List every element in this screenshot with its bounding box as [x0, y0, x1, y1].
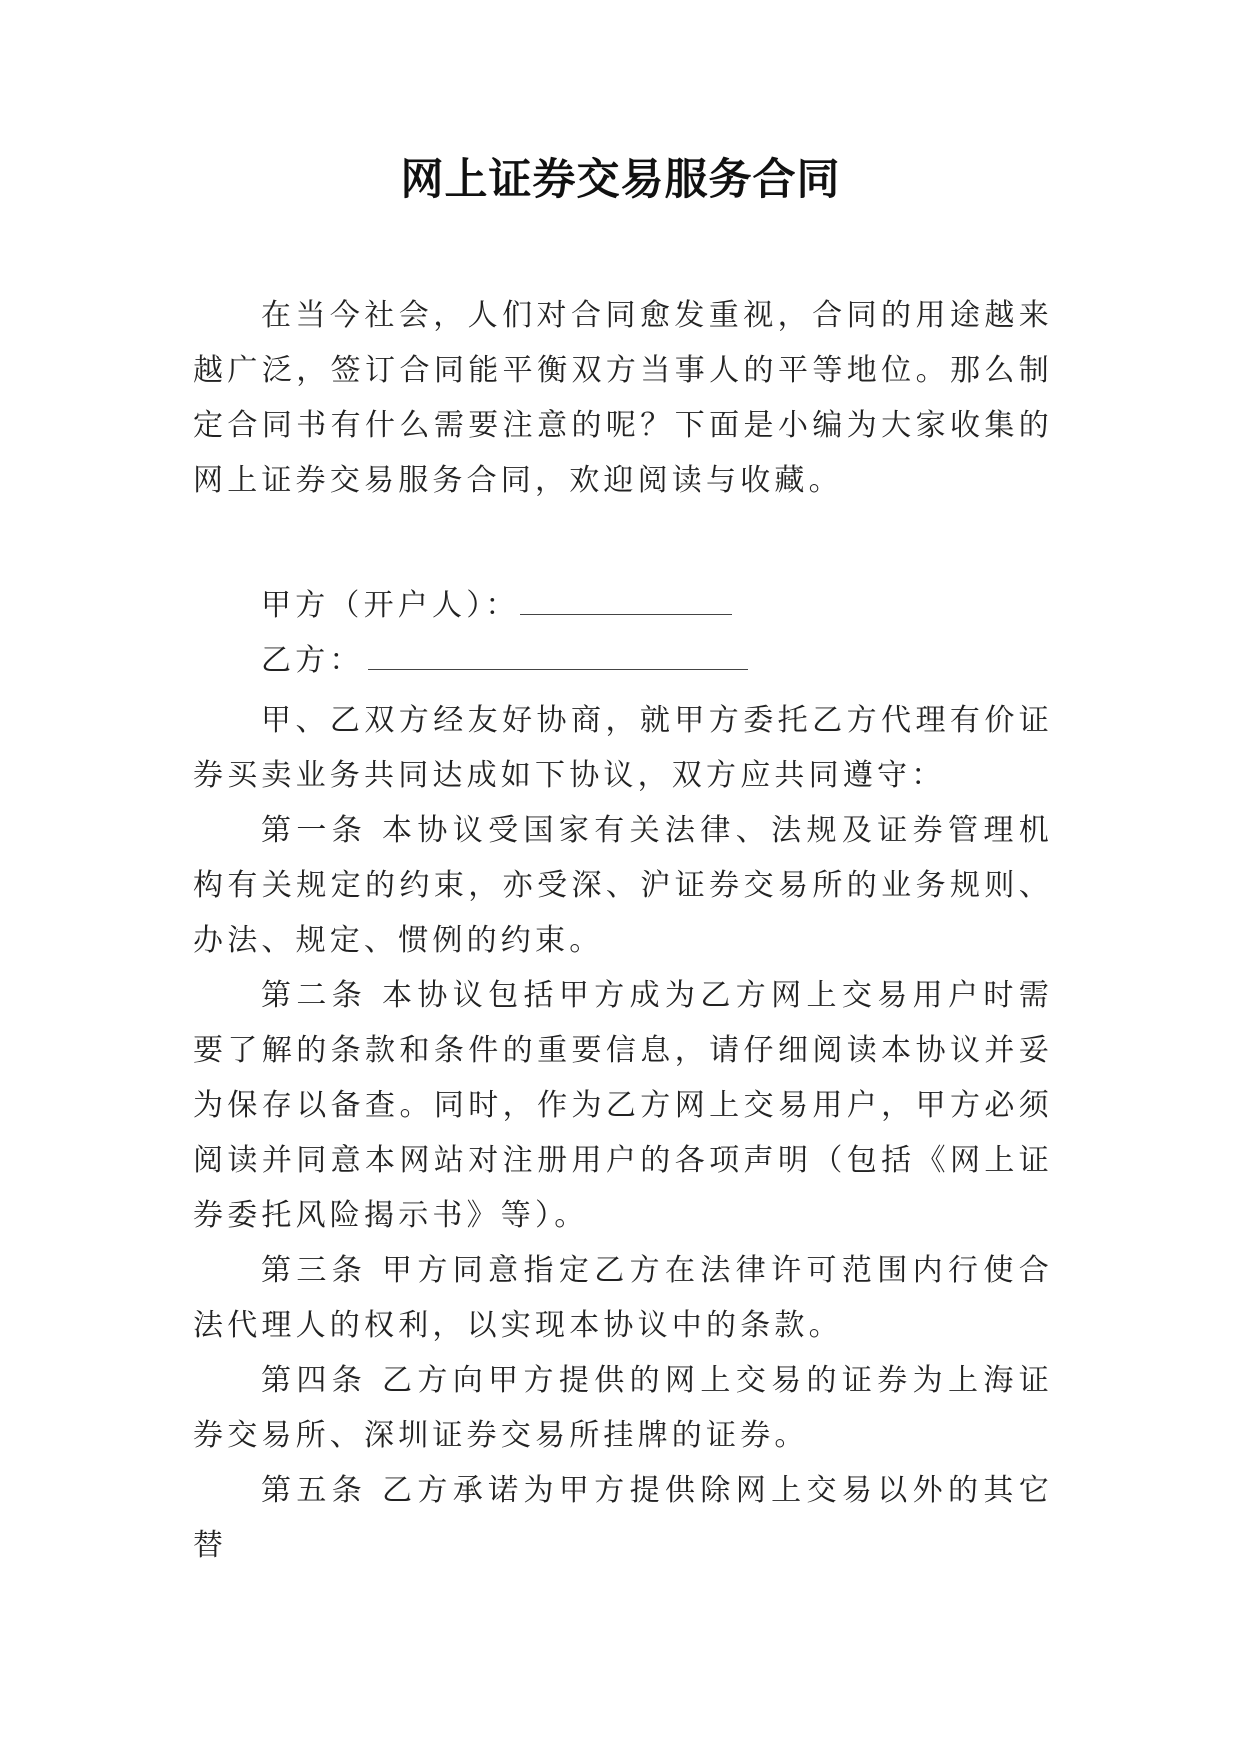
party-a-line [193, 578, 1053, 633]
parties-section [193, 578, 1053, 688]
clause-paragraph-4: 第四条 乙方向甲方提供的网上交易的证券为上海证券交易所、深圳证券交易所挂牌的证券。 [193, 1363, 1053, 1453]
clauses-section [193, 693, 1053, 1573]
party-b-label: 乙方： [261, 643, 364, 678]
party-b-blank [368, 645, 748, 670]
party-a-label: 甲方（开户人）： [261, 588, 520, 623]
preamble-paragraph: 甲、乙双方经友好协商，就甲方委托乙方代理有价证券买卖业务共同达成如下协议，双方应共同遵守： [193, 703, 1053, 793]
document-title: 网上证券交易服务合同 [400, 155, 841, 205]
party-b-line [193, 633, 1053, 688]
party-a-blank [520, 590, 732, 615]
clause-paragraph-1: 第一条 本协议受国家有关法律、法规及证券管理机构有关规定的约束，亦受深、沪证券交易所的业务规则、办法、规定、惯例的约束。 [193, 813, 1053, 958]
clause-paragraph-3: 第三条 甲方同意指定乙方在法律许可范围内行使合法代理人的权利，以实现本协议中的条款。 [193, 1253, 1053, 1343]
clause-paragraph-2: 第二条 本协议包括甲方成为乙方网上交易用户时需要了解的条款和条件的重要信息，请仔细阅读本协议并妥为保存以备查。同时，作为乙方网上交易用户，甲方必须阅读并同意本网站对注册用户的各项声明（包括《网上证券委托风险揭示书》等）。 [193, 978, 1053, 1233]
intro-section [193, 288, 1053, 508]
intro-paragraph: 在当今社会，人们对合同愈发重视，合同的用途越来越广泛，签订合同能平衡双方当事人的平等地位。那么制定合同书有什么需要注意的呢？下面是小编为大家收集的网上证券交易服务合同，欢迎阅读与收藏。 [193, 298, 1053, 498]
clause-paragraph-5: 第五条 乙方承诺为甲方提供除网上交易以外的其它替 [193, 1473, 1053, 1563]
